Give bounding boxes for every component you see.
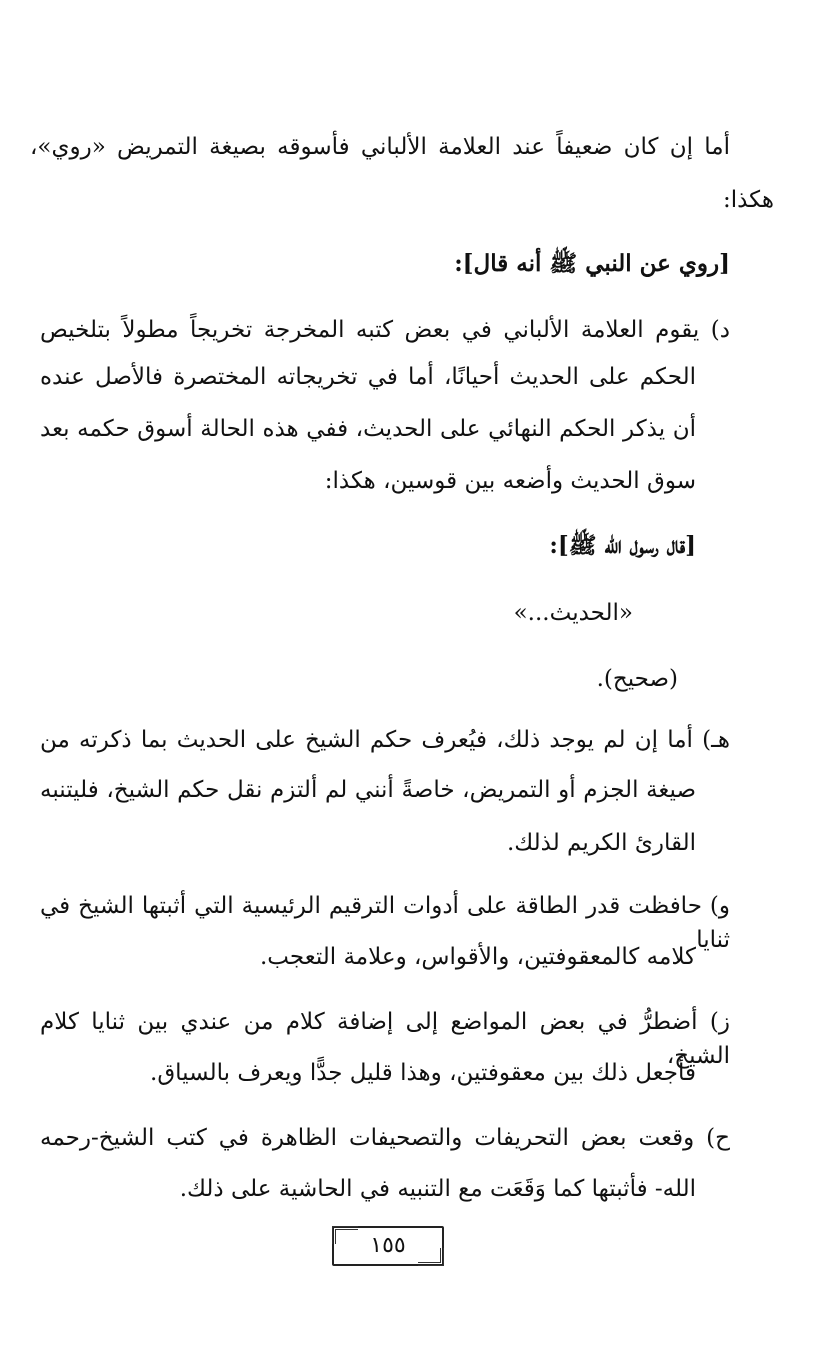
text-line: القارئ الكريم لذلك. <box>506 830 696 856</box>
page-number: ١٥٥ <box>370 1233 406 1258</box>
text-line: أما إن كان ضعيفاً عند العلامة الألباني فأسوقه بصيغة التمريض «روي»، <box>30 134 730 160</box>
text-line: فأجعل ذلك بين معقوفتين، وهذا قليل جدًّا ويعرف بالسياق. <box>150 1060 696 1086</box>
hadith-placeholder: «الحديث...» <box>513 600 633 626</box>
text-line: الله- فأثبتها كما وَقَعَت مع التنبيه في الحاشية على ذلك. <box>179 1176 696 1202</box>
list-item-waw-line: و) حافظت قدر الطاقة على أدوات الترقيم الرئيسية التي أثبتها الشيخ في ثنايا <box>40 893 730 953</box>
text-line: هكذا: <box>722 187 774 213</box>
quote-heading: [روي عن النبي ﷺ أنه قال]: <box>454 250 730 277</box>
quote-heading: [قال رسول الله ﷺ]: <box>549 532 696 559</box>
text-line: أن يذكر الحكم النهائي على الحديث، ففي هذه الحالة أسوق حكمه بعد <box>40 416 696 442</box>
list-item-zay-line: ز) أضطرُّ في بعض المواضع إلى إضافة كلام من عندي بين ثنايا كلام الشيخ، <box>40 1009 730 1069</box>
list-item-ha2-line: ح) وقعت بعض التحريفات والتصحيفات الظاهرة في كتب الشيخ-رحمه <box>40 1125 730 1151</box>
list-item-ha-line: هـ) أما إن لم يوجد ذلك، فيُعرف حكم الشيخ على الحديث بما ذكرته من <box>40 727 730 753</box>
text-line: صيغة الجزم أو التمريض، خاصةً أنني لم ألتزم نقل حكم الشيخ، فليتنبه <box>40 777 696 803</box>
text-line: الحكم على الحديث أحيانًا، أما في تخريجاته المختصرة فالأصل عنده <box>40 364 696 390</box>
text-line: كلامه كالمعقوفتين، والأقواس، وعلامة التعجب. <box>259 944 696 970</box>
list-item-dal-line: د) يقوم العلامة الألباني في بعض كتبه المخرجة تخريجاً مطولاً بتلخيص <box>40 317 730 343</box>
text-line: سوق الحديث وأضعه بين قوسين، هكذا: <box>324 468 696 494</box>
grading-label: (صحيح). <box>596 666 678 692</box>
page-number-frame <box>332 1226 444 1266</box>
